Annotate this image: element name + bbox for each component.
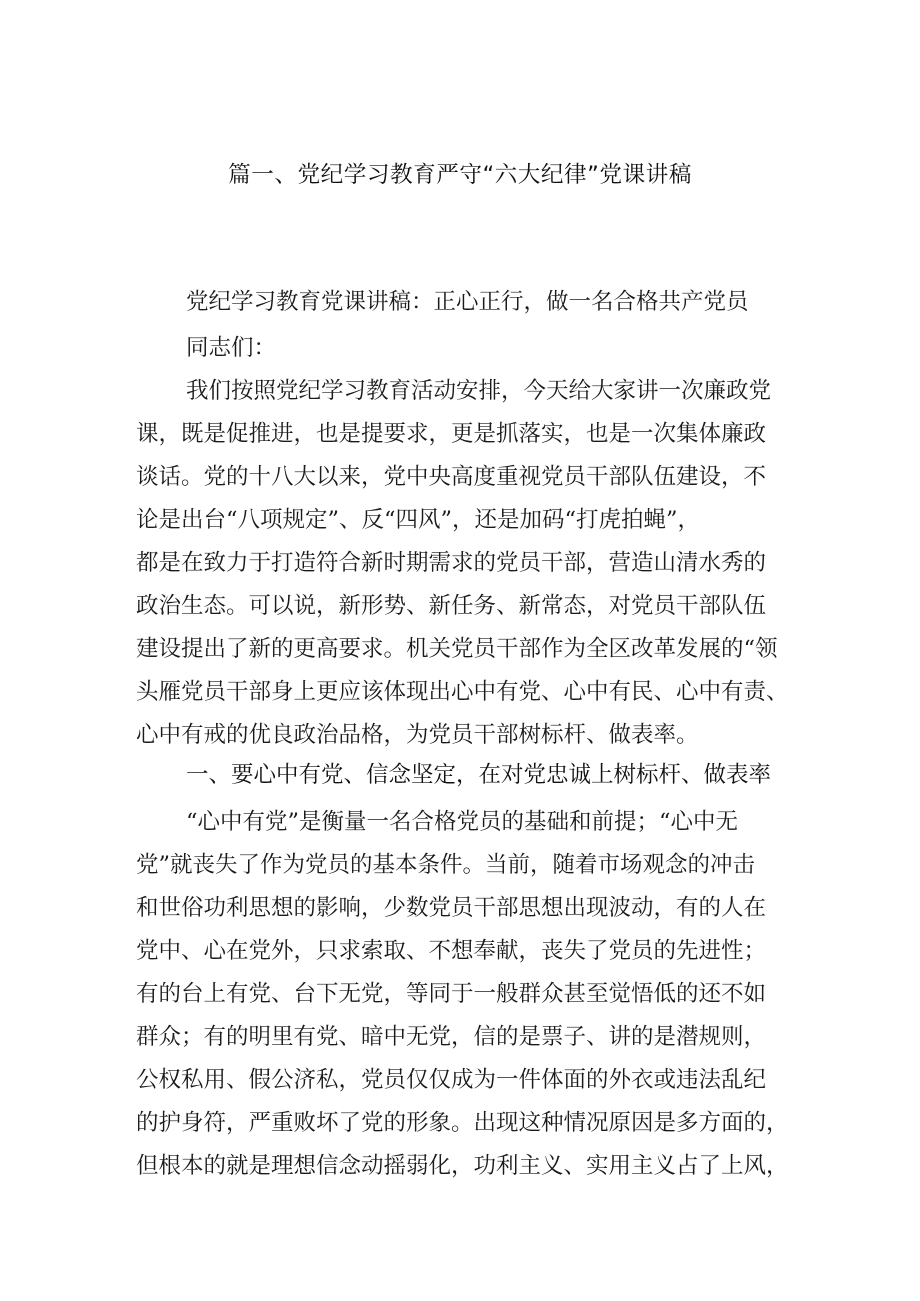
paragraph-line: 的护身符，严重败坏了党的形象。出现这种情况原因是多方面的， [136, 1110, 789, 1136]
document-title: 篇一、党纪学习教育严守“六大纪律”党课讲稿 [228, 162, 692, 188]
paragraph-line: 但根本的就是理想信念动摇弱化，功利主义、实用主义占了上风， [136, 1153, 789, 1179]
paragraph-line: 和世俗功利思想的影响，少数党员干部思想出现波动，有的人在 [136, 895, 767, 921]
paragraph-line: 课，既是促推进，也是提要求，更是抓落实，也是一次集体廉政 [136, 421, 767, 447]
paragraph-line: 群众；有的明里有党、暗中无党，信的是票子、讲的是潜规则， [136, 1024, 767, 1050]
paragraph-line: 论是出台“八项规定”、反“四风”，还是加码“打虎拍蝇”， [136, 507, 701, 533]
paragraph-line: 头雁党员干部身上更应该体现出心中有党、心中有民、心中有责、 [136, 679, 789, 705]
salutation: 同志们： [186, 335, 277, 361]
paragraph-line: 公权私用、假公济私，党员仅仅成为一件体面的外衣或违法乱纪 [136, 1067, 767, 1093]
paragraph-line: 心中有戒的优良政治品格，为党员干部树标杆、做表率。 [136, 722, 699, 748]
paragraph-line: 政治生态。可以说，新形势、新任务、新常态，对党员干部队伍 [136, 593, 767, 619]
paragraph-line: 党中、心在党外，只求索取、不想奉献，丧失了党员的先进性； [136, 938, 767, 964]
paragraph-line: 有的台上有党、台下无党，等同于一般群众甚至觉悟低的还不如 [136, 981, 767, 1007]
paragraph-line: 谈话。党的十八大以来，党中央高度重视党员干部队伍建设，不 [136, 464, 767, 490]
paragraph-line: 我们按照党纪学习教育活动安排，今天给大家讲一次廉政党 [186, 378, 772, 404]
paragraph-line: 建设提出了新的更高要求。机关党员干部作为全区改革发展的“领 [136, 636, 778, 662]
subtitle-line: 党纪学习教育党课讲稿：正心正行，做一名合格共产党员 [186, 289, 749, 315]
paragraph-line: 党”就丧失了作为党员的基本条件。当前，随着市场观念的冲击 [136, 852, 756, 878]
section-heading: 一、要心中有党、信念坚定，在对党忠诚上树标杆、做表率 [186, 762, 772, 788]
paragraph-line: “心中有党”是衡量一名合格党员的基础和前提；“心中无 [186, 809, 739, 835]
paragraph-line: 都是在致力于打造符合新时期需求的党员干部，营造山清水秀的 [136, 550, 767, 576]
